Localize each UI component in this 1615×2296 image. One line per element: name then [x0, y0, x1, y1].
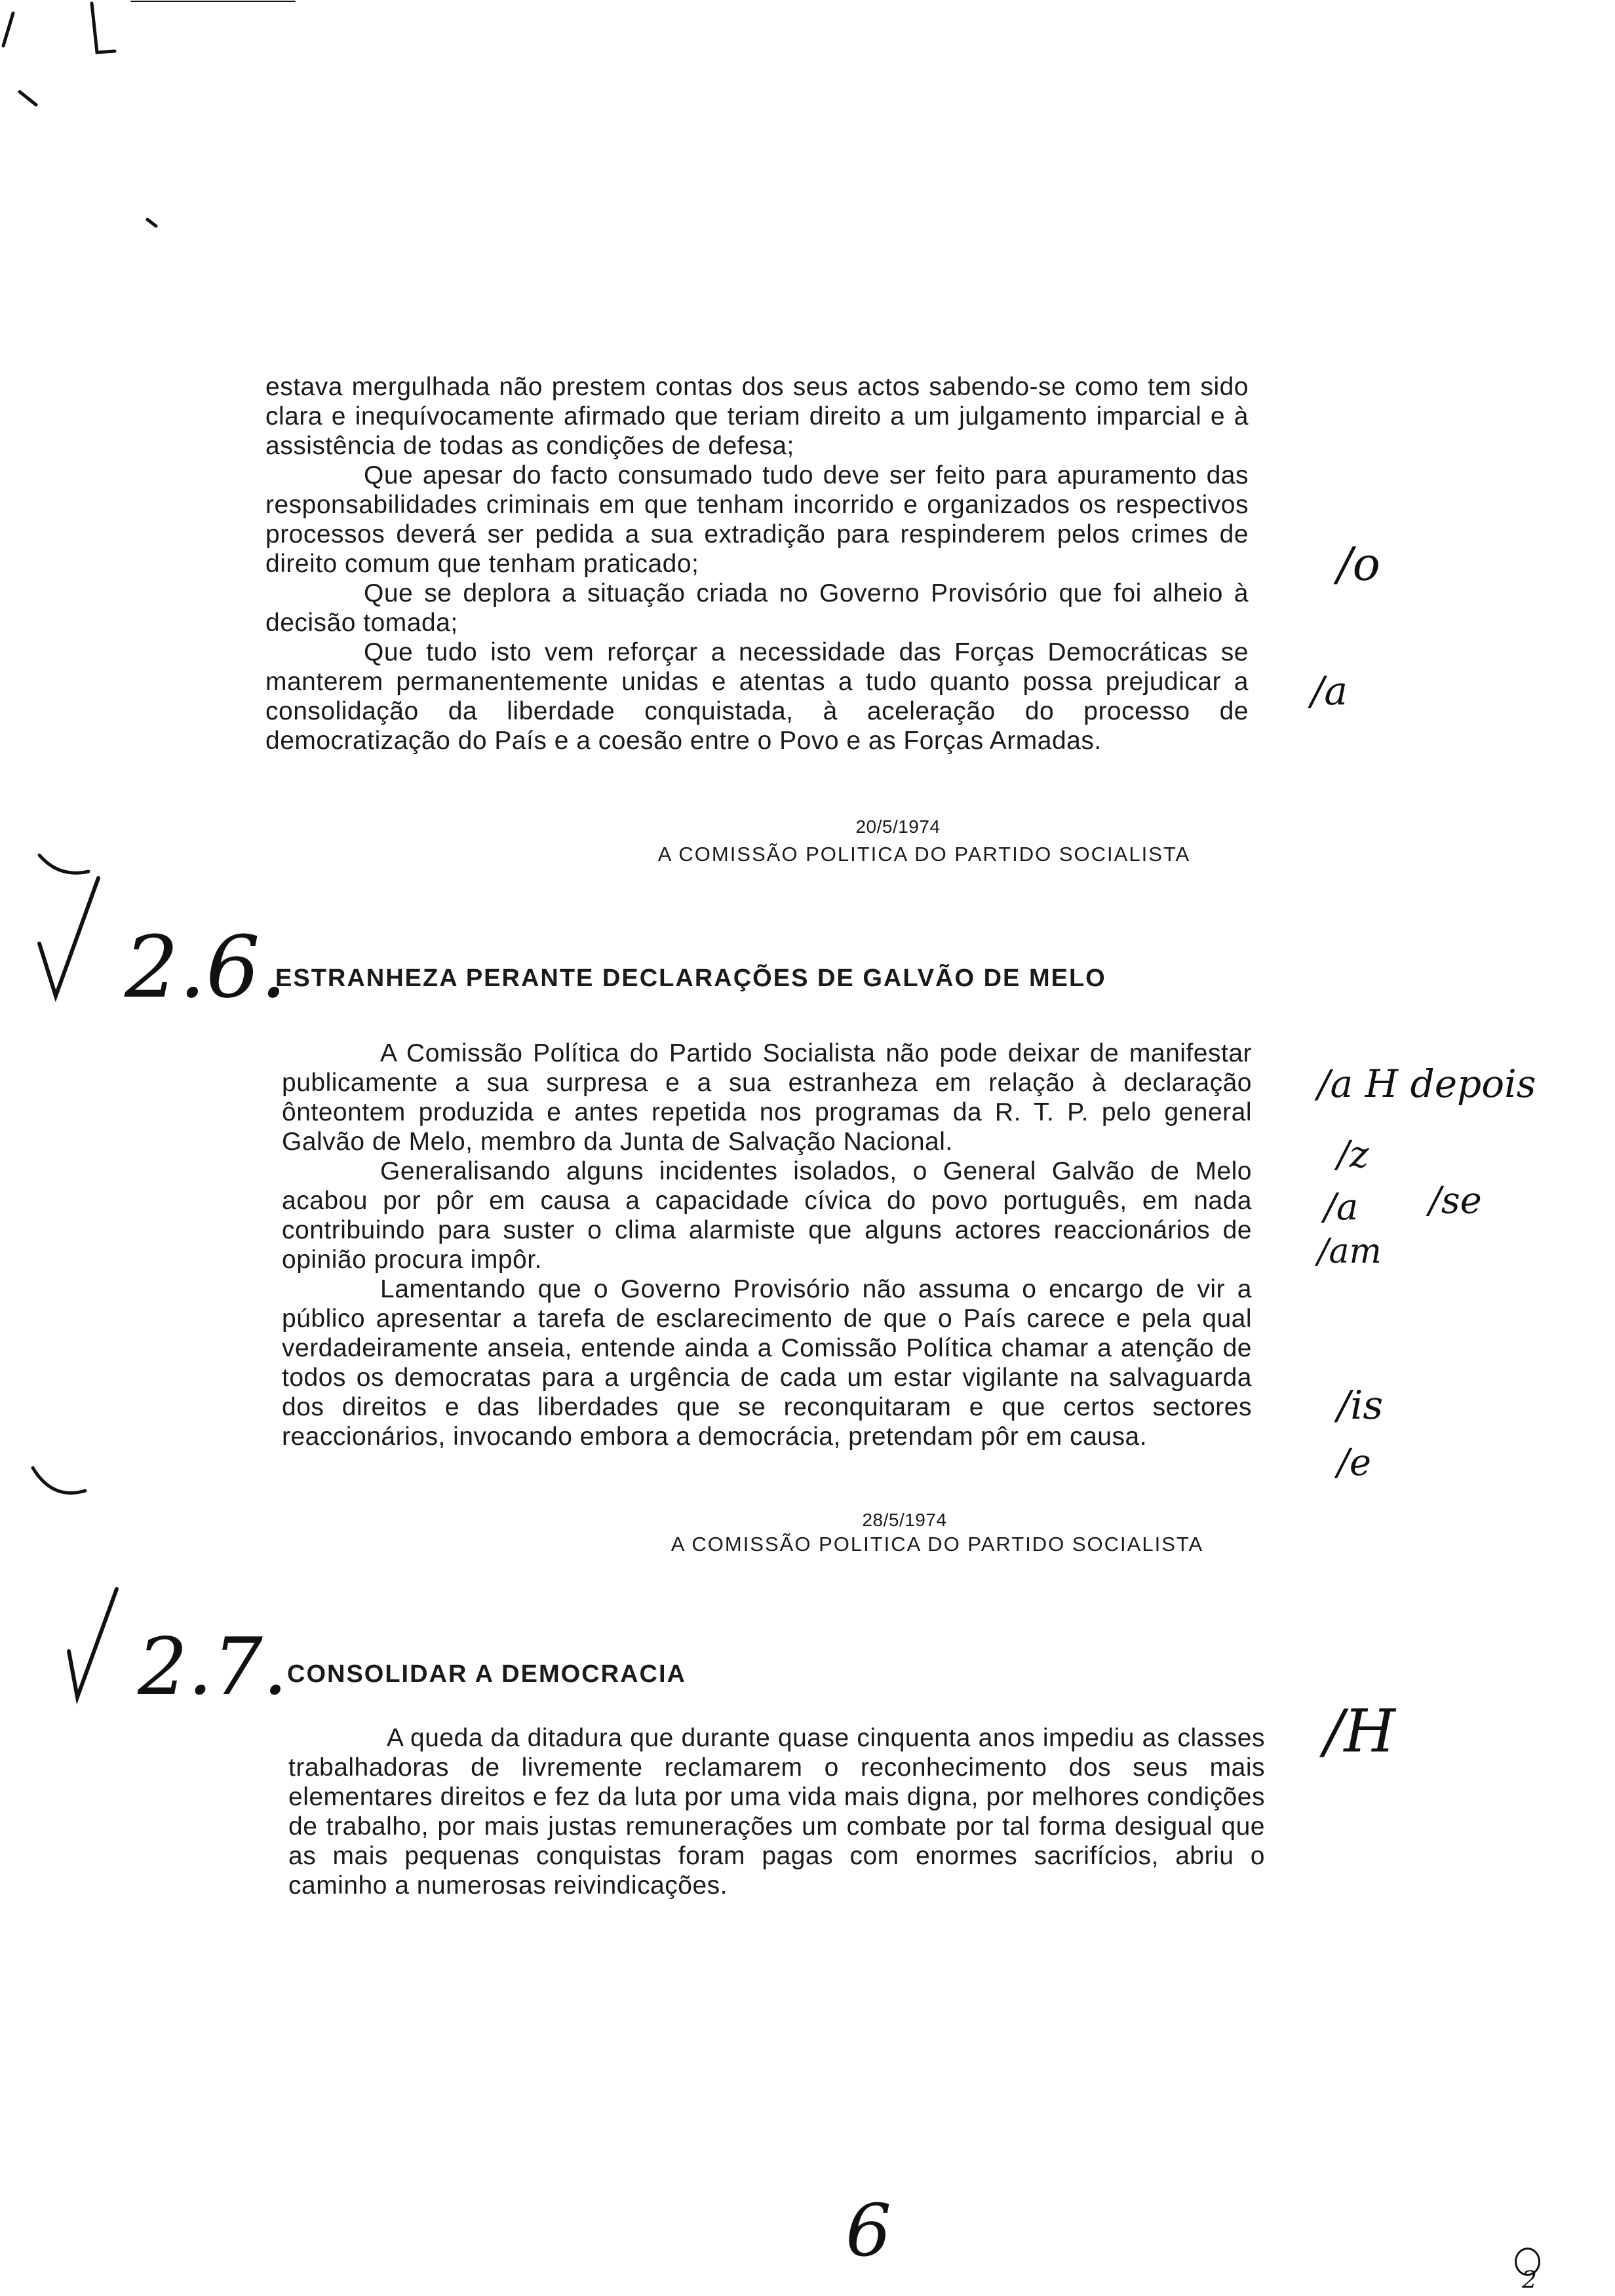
paragraph: A queda da ditadura que durante quase cinquenta anos impediu as classes trabalhadoras de livremente reclamarem o reconhecimento dos seus mais elementares direitos e fez da luta por uma vida mais digna, por melhores condições de trabalho, por mais justas remunerações um combate por tal forma desigual que as mais pequenas conquistas foram pagas com enormes sacrifícios, abriu o caminho a numerosas reivindicações.	[288, 1724, 1265, 1900]
corner-scribble	[92, 3, 115, 52]
margin-note: /e	[1337, 1442, 1372, 1484]
section-title: CONSOLIDAR A DEMOCRACIA	[287, 1660, 686, 1688]
checkmark	[69, 1589, 117, 1697]
paragraph: A Comissão Política do Partido Socialista não pode deixar de manifestar publicamente a sua surpresa e a sua estranheza em relação à declaração ônteontem produzida e antes repetida nos programas da R. T. P. pelo general Galvão de Melo, membro da Junta de Salvação Nacional.	[282, 1039, 1252, 1156]
margin-note: /a H depois	[1317, 1062, 1536, 1106]
checkmark	[39, 878, 98, 996]
margin-note: /a	[1311, 668, 1348, 714]
section-3-text	[288, 1723, 1265, 1900]
margin-arc	[33, 1468, 85, 1493]
corner-scribble	[20, 92, 36, 105]
section-title: ESTRANHEZA PERANTE DECLARAÇÕES DE GALVÃO DE MELO	[275, 965, 1106, 992]
section-1-text	[265, 372, 1249, 756]
paragraph: estava mergulhada não prestem contas dos seus actos sabendo-se como tem sido clara e inequívocamente afirmado que teriam direito a um julgamento imparcial e à assistência de todas as condições de defesa;	[265, 373, 1249, 460]
margin-note: /o	[1337, 537, 1380, 591]
stray-mark	[147, 220, 156, 226]
date: 28/5/1974	[862, 1510, 947, 1530]
corner-scribble	[3, 13, 13, 46]
corner-mark: 2	[1522, 2267, 1537, 2294]
date: 20/5/1974	[855, 816, 941, 837]
section-number: 2.6.	[125, 917, 288, 1017]
page-number: 6	[846, 2189, 891, 2272]
section-2-text	[282, 1039, 1252, 1451]
margin-note: /is	[1337, 1383, 1384, 1428]
margin-note: /am	[1317, 1232, 1382, 1271]
margin-arc	[39, 855, 88, 873]
section-number: 2.7.	[138, 1622, 288, 1713]
margin-note: /se	[1429, 1179, 1482, 1222]
paragraph: Que tudo isto vem reforçar a necessidade das Forças Democráticas se manterem permanentemente unidas e atentas a tudo quanto possa prejudicar a consolidação da liberdade conquistada, à aceleração do processo de democratização do País e a coesão entre o Povo e as Forças Armadas.	[265, 638, 1249, 755]
signature: A COMISSÃO POLITICA DO PARTIDO SOCIALISTA	[671, 1533, 1204, 1556]
signature: A COMISSÃO POLITICA DO PARTIDO SOCIALISTA	[657, 843, 1191, 866]
paragraph: Que apesar do facto consumado tudo deve ser feito para apuramento das responsabilidades criminais em que tenham incorrido e organizados os respectivos processos deverá ser pedida a sua extradição para respinderem pelos crimes de direito comum que tenham praticado;	[265, 461, 1249, 578]
paragraph: Lamentando que o Governo Provisório não assuma o encargo de vir a público apresentar a tarefa de esclarecimento de que o País carece e pela qual verdadeiramente anseia, entende ainda a Comissão Política chamar a atenção de todos os democratas para a urgência de cada um estar vigilante na salvaguarda dos direitos e das liberdades que se reconquitaram e que certos sectores reaccionários, invocando embora a democrácia, pretendam pôr em causa.	[282, 1275, 1252, 1451]
margin-note: /a	[1324, 1186, 1359, 1229]
paragraph: Generalisando alguns incidentes isolados, o General Galvão de Melo acabou por pôr em causa a capacidade cívica do povo português, em nada contribuindo para suster o clima alarmiste que alguns actores reaccionários de opinião procura impôr.	[282, 1157, 1252, 1274]
paragraph: Que se deplora a situação criada no Governo Provisório que foi alheio à decisão tomada;	[265, 579, 1249, 637]
margin-note: /H	[1324, 1697, 1395, 1766]
margin-note: /z	[1337, 1134, 1369, 1176]
